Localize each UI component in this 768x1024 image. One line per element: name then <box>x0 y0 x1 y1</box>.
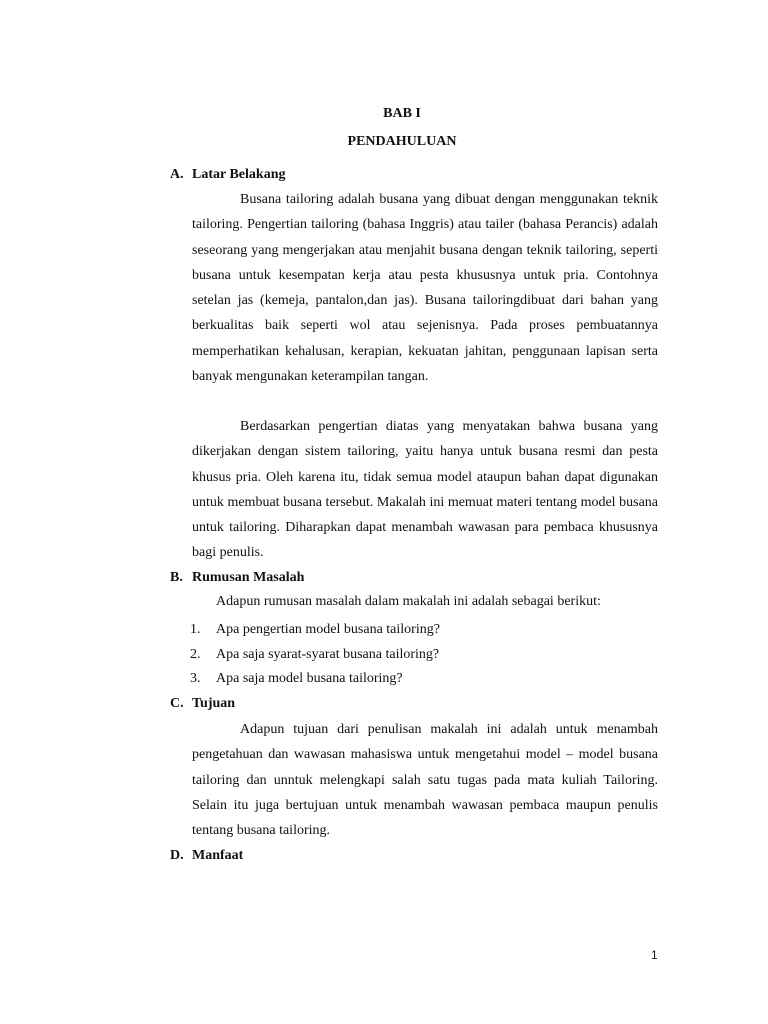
section-letter: C. <box>170 696 184 711</box>
section-heading-rumusan-masalah <box>170 570 304 586</box>
section-title: Rumusan Masalah <box>192 570 305 585</box>
section-title: Latar Belakang <box>192 167 286 182</box>
section-heading-tujuan <box>170 696 235 712</box>
rumusan-intro: Adapun rumusan masalah dalam makalah ini adalah sebagai berikut: <box>216 594 601 609</box>
section-letter: A. <box>170 167 184 182</box>
list-item <box>190 669 440 694</box>
section-heading-manfaat <box>170 848 243 864</box>
list-text: Apa saja syarat-syarat busana tailoring? <box>216 646 440 662</box>
section-heading-latar-belakang <box>170 167 285 183</box>
list-text: Apa saja model busana tailoring? <box>216 671 403 686</box>
section-letter: D. <box>170 848 184 863</box>
paragraph-latar-belakang-1: Busana tailoring adalah busana yang dibuat dengan menggunakan teknik tailoring. Pengertian tailoring (bahasa Inggris) atau tailer (bahasa Perancis) adalah seseorang yang mengerjakan atau menjahit busana dengan teknik tailoring, seperti busana untuk kesempatan kerja atau pesta khususnya untuk pria. Contohnya setelan jas (kemeja, pantalon,dan jas). Busana tailoringdibuat dari bahan yang berkualitas baik seperti wol atau sejenisnya. Pada proses pembuatannya memperhatikan kehalusan, kerapian, kekuatan jahitan, penggunaan lapisan serta banyak mengunakan keterampilan tangan. <box>192 192 658 385</box>
list-number: 2. <box>190 646 201 662</box>
chapter-number: BAB I <box>383 106 421 121</box>
paragraph-tujuan: Adapun tujuan dari penulisan makalah ini adalah untuk menambah pengetahuan dan wawasan mahasiswa untuk mengetahui model – model busana tailoring dan unntuk melengkapi salah satu tugas pada mata kuliah Tailoring. Selain itu juga bertujuan untuk menambah wawasan pembaca maupun penulis tentang busana tailoring. <box>192 722 658 839</box>
rumusan-list <box>190 620 440 694</box>
list-item <box>190 620 440 645</box>
section-title: Manfaat <box>192 848 244 863</box>
list-number: 1. <box>190 622 201 637</box>
chapter-title: PENDAHULUAN <box>347 134 457 149</box>
list-text: Apa pengertian model busana tailoring? <box>216 622 440 637</box>
list-number: 3. <box>190 671 201 686</box>
section-title: Tujuan <box>192 696 236 711</box>
paragraph-latar-belakang-2: Berdasarkan pengertian diatas yang menyatakan bahwa busana yang dikerjakan dengan sistem tailoring, yaitu hanya untuk busana resmi dan pesta khusus pria. Oleh karena itu, tidak semua model ataupun bahan dapat digunakan untuk membuat busana tersebut. Makalah ini memuat materi tentang model busana untuk tailoring. Diharapkan dapat menambah wawasan para pembaca khususnya bagi penulis. <box>192 419 658 561</box>
page-number: 1 <box>651 948 658 962</box>
list-item <box>190 645 440 670</box>
section-letter: B. <box>170 570 183 585</box>
